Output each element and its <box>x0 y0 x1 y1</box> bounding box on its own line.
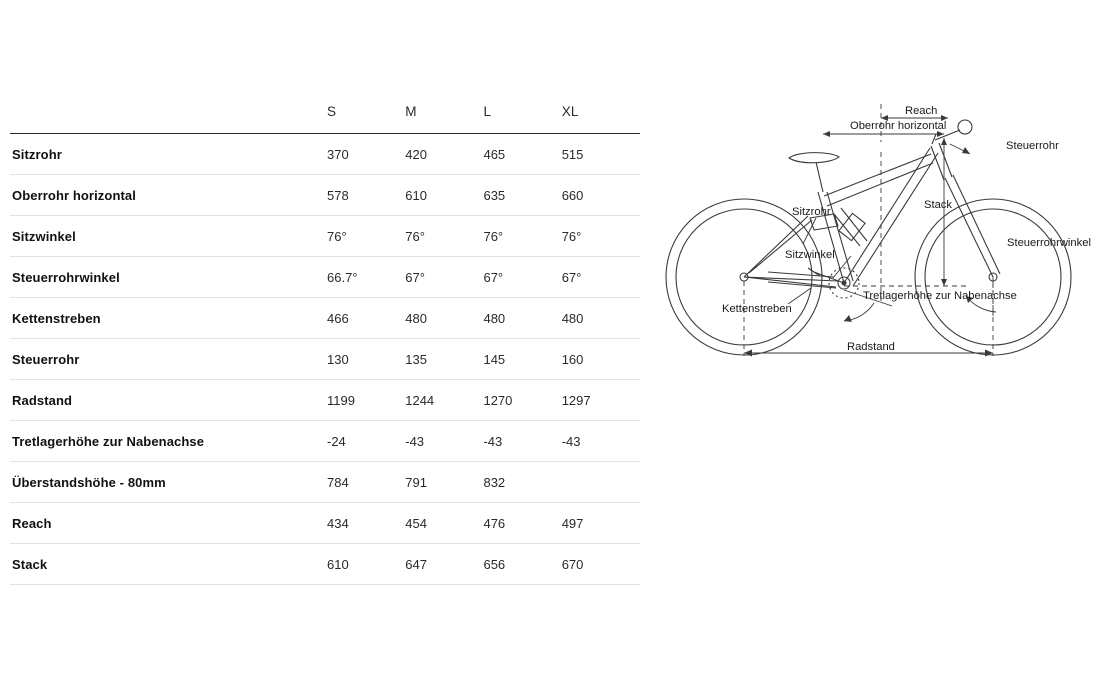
row-label-oberrohr-horizontal: Oberrohr horizontal <box>10 175 327 216</box>
saddle <box>789 153 839 163</box>
cell-sitzrohr-xl: 515 <box>562 134 640 175</box>
cell-tretlagerhoehe-l: -43 <box>483 421 561 462</box>
cell-tretlagerhoehe-s: -24 <box>327 421 405 462</box>
cell-ueberstandshoehe-s: 784 <box>327 462 405 503</box>
seatpost <box>816 162 823 192</box>
column-header-l: L <box>483 104 492 119</box>
cell-oberrohr-xl: 660 <box>562 175 640 216</box>
cell-steuerrohrwinkel-xl: 67° <box>562 257 640 298</box>
seat-angle-arrow <box>844 315 852 322</box>
cell-tretlagerhoehe-m: -43 <box>405 421 483 462</box>
row-label-stack: Stack <box>10 544 327 585</box>
table-row <box>10 421 640 462</box>
column-header-s: S <box>327 104 337 119</box>
cell-steuerrohrwinkel-m: 67° <box>405 257 483 298</box>
cell-oberrohr-s: 578 <box>327 175 405 216</box>
column-header-m: M <box>405 104 417 119</box>
row-label-tretlagerhoehe: Tretlagerhöhe zur Nabenachse <box>10 421 327 462</box>
table-row <box>10 175 640 216</box>
cell-steuerrohr-m: 135 <box>405 339 483 380</box>
fork <box>945 175 1000 277</box>
label-sitzwinkel: Sitzwinkel <box>785 249 835 261</box>
chainstay <box>744 277 838 287</box>
cell-ueberstandshoehe-xl <box>562 462 640 503</box>
top-tube <box>824 154 933 206</box>
row-label-ueberstandshoehe: Überstandshöhe - 80mm <box>10 462 327 503</box>
cell-sitzwinkel-xl: 76° <box>562 216 640 257</box>
label-stack: Stack <box>924 199 952 211</box>
cell-steuerrohr-l: 145 <box>483 339 561 380</box>
cell-stack-l: 656 <box>483 544 561 585</box>
table-row <box>10 503 640 544</box>
table-row <box>10 257 640 298</box>
table-row <box>10 462 640 503</box>
cell-stack-s: 610 <box>327 544 405 585</box>
cell-sitzwinkel-s: 76° <box>327 216 405 257</box>
tt-arrow-left <box>823 131 830 137</box>
label-kettenstreben: Kettenstreben <box>722 303 792 315</box>
row-label-reach: Reach <box>10 503 327 544</box>
cell-reach-xl: 497 <box>562 503 640 544</box>
cell-sitzwinkel-l: 76° <box>483 216 561 257</box>
geometry-table <box>10 104 640 585</box>
cell-steuerrohrwinkel-l: 67° <box>483 257 561 298</box>
cell-steuerrohr-xl: 160 <box>562 339 640 380</box>
row-label-sitzwinkel: Sitzwinkel <box>10 216 327 257</box>
bike-geometry-svg <box>648 96 1108 386</box>
table-row <box>10 544 640 585</box>
table-row <box>10 298 640 339</box>
stack-arrow-bottom <box>941 279 947 286</box>
label-steuerrohr: Steuerrohr <box>1006 140 1059 152</box>
cell-kettenstreben-m: 480 <box>405 298 483 339</box>
table-header <box>10 104 640 134</box>
label-radstand: Radstand <box>847 341 895 353</box>
table-body <box>10 134 640 585</box>
label-steuerrohrwinkel: Steuerrohrwinkel <box>1007 237 1091 249</box>
cell-sitzrohr-l: 465 <box>483 134 561 175</box>
table-row <box>10 339 640 380</box>
geometry-diagram <box>648 96 1108 386</box>
cell-ueberstandshoehe-m: 791 <box>405 462 483 503</box>
cell-reach-m: 454 <box>405 503 483 544</box>
down-tube <box>844 148 938 286</box>
cell-tretlagerhoehe-xl: -43 <box>562 421 640 462</box>
cell-stack-xl: 670 <box>562 544 640 585</box>
row-label-steuerrohr: Steuerrohr <box>10 339 327 380</box>
cell-kettenstreben-l: 480 <box>483 298 561 339</box>
handlebar-grip <box>958 120 972 134</box>
cell-radstand-s: 1199 <box>327 380 405 421</box>
cell-radstand-m: 1244 <box>405 380 483 421</box>
cell-reach-l: 476 <box>483 503 561 544</box>
cell-sitzrohr-s: 370 <box>327 134 405 175</box>
label-tretlagerhoehe: Tretlagerhöhe zur Nabenachse <box>863 290 1017 302</box>
stack-arrow-top <box>941 138 947 145</box>
cell-stack-m: 647 <box>405 544 483 585</box>
row-label-sitzrohr: Sitzrohr <box>10 134 327 175</box>
row-label-steuerrohrwinkel: Steuerrohrwinkel <box>10 257 327 298</box>
cell-steuerrohr-s: 130 <box>327 339 405 380</box>
table-header-row <box>10 104 640 134</box>
label-reach: Reach <box>905 105 938 117</box>
table-row <box>10 134 640 175</box>
cell-oberrohr-l: 635 <box>483 175 561 216</box>
cell-kettenstreben-s: 466 <box>327 298 405 339</box>
cell-ueberstandshoehe-l: 832 <box>483 462 561 503</box>
table-row <box>10 380 640 421</box>
column-header-measure <box>10 104 327 134</box>
cell-sitzrohr-m: 420 <box>405 134 483 175</box>
cell-oberrohr-m: 610 <box>405 175 483 216</box>
column-header-xl: XL <box>561 104 579 119</box>
geometry-table-container <box>10 104 640 585</box>
cell-radstand-l: 1270 <box>483 380 561 421</box>
cell-radstand-xl: 1297 <box>562 380 640 421</box>
row-label-kettenstreben: Kettenstreben <box>10 298 327 339</box>
cell-kettenstreben-xl: 480 <box>562 298 640 339</box>
label-oberrohr-horizontal: Oberrohr horizontal <box>850 120 947 132</box>
table-row <box>10 216 640 257</box>
chain-upper <box>768 272 834 277</box>
cell-reach-s: 434 <box>327 503 405 544</box>
row-label-radstand: Radstand <box>10 380 327 421</box>
label-sitzrohr: Sitzrohr <box>792 206 831 218</box>
steerer <box>932 134 936 144</box>
cell-steuerrohrwinkel-s: 66.7° <box>327 257 405 298</box>
head-tube <box>931 143 952 180</box>
cell-sitzwinkel-m: 76° <box>405 216 483 257</box>
